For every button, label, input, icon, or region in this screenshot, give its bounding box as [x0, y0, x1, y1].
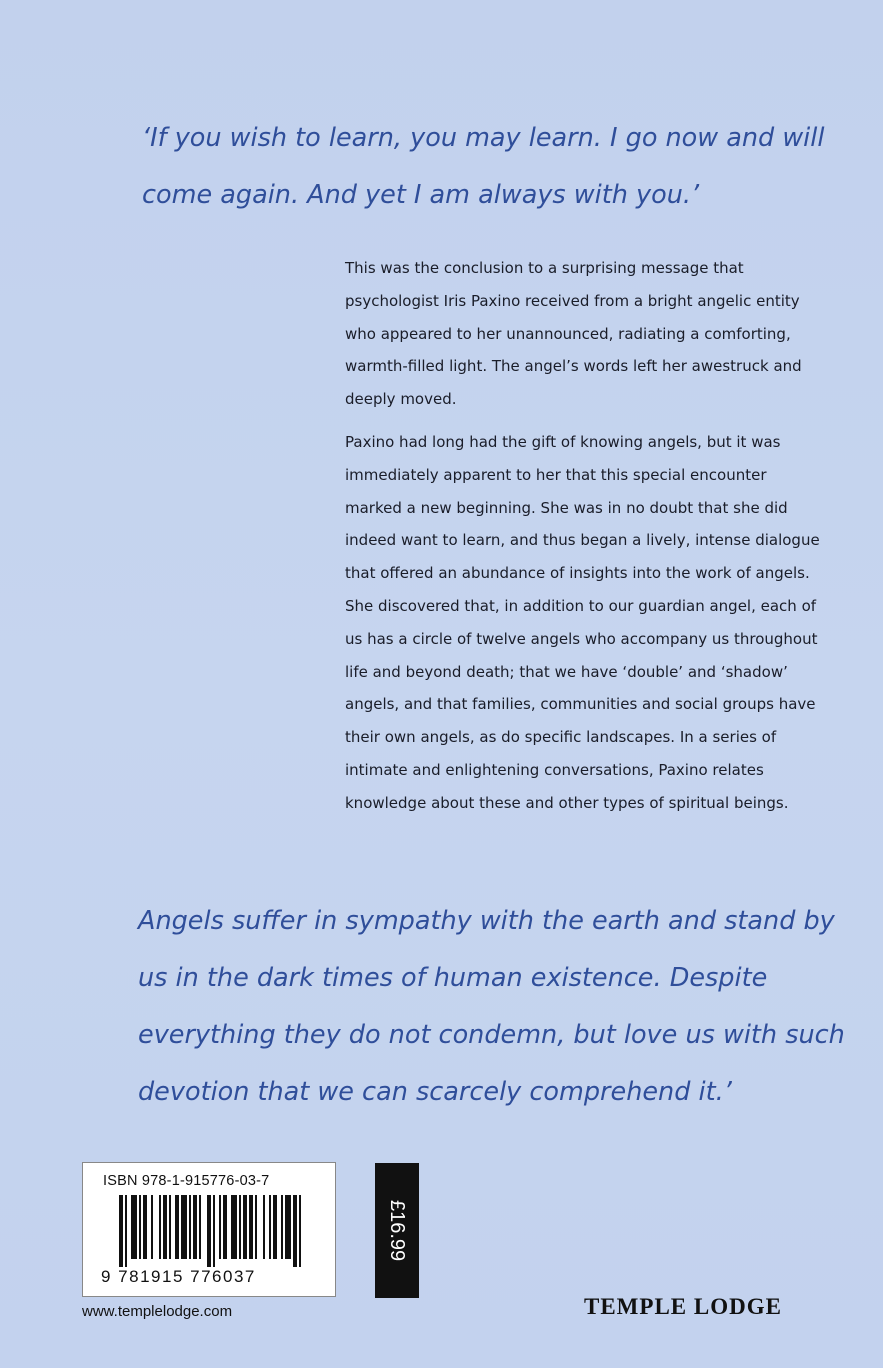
- blurb-paragraph-1: This was the conclusion to a surprising message that psychologist Iris Paxino received from a bright angelic entity who appeared to her unannounced, radiating a comforting, warmth-filled light. The angel’s words left her awestruck and deeply moved.: [345, 259, 802, 409]
- barcode-bar: [255, 1195, 257, 1259]
- isbn-digits: 9 781915 776037: [101, 1267, 256, 1286]
- isbn-label: ISBN 978-1-915776-03-7: [103, 1173, 270, 1189]
- barcode-bar: [263, 1195, 265, 1259]
- barcode-bar: [219, 1195, 221, 1259]
- top-quote: ‘If you wish to learn, you may learn. I go now and will come again. And yet I am always with you.’: [142, 123, 825, 210]
- barcode-icon: [119, 1195, 351, 1267]
- barcode-bar: [119, 1195, 123, 1267]
- barcode-bar: [223, 1195, 227, 1259]
- barcode-bar: [285, 1195, 291, 1259]
- price-label: £16.99: [386, 1199, 408, 1262]
- barcode-bar: [175, 1195, 179, 1259]
- barcode-bar: [163, 1195, 167, 1259]
- barcode-panel: [82, 1162, 408, 1297]
- barcode-bar: [143, 1195, 147, 1259]
- barcode-bar: [281, 1195, 283, 1259]
- barcode-bar: [207, 1195, 211, 1267]
- barcode-bar: [189, 1195, 191, 1259]
- barcode-bar: [131, 1195, 137, 1259]
- bottom-quote: Angels suffer in sympathy with the earth and stand by us in the dark times of human existence. Despite everything they do not condemn, but love us with such devotion that we can scarcely comprehend it.’: [138, 906, 845, 1107]
- blurb-paragraph-2: Paxino had long had the gift of knowing angels, but it was immediately apparent to her that this special encounter marked a new beginning. She was in no doubt that she did indeed want to learn, and thus began a lively, intense dialogue that offered an abundance of insights into the work of angels. She discovered that, in addition to our guardian angel, each of us has a circle of twelve angels who accompany us throughout life and beyond death; that we have ‘double’ and ‘shadow’ angels, and that families, communities and social groups have their own angels, as do specific landscapes. In a series of intimate and enlightening conversations, Paxino relates knowledge about these and other types of spiritual beings.: [345, 432, 820, 812]
- barcode-bar: [199, 1195, 201, 1259]
- publisher-website: www.templelodge.com: [82, 1303, 233, 1320]
- barcode-bar: [213, 1195, 215, 1267]
- barcode-bar: [193, 1195, 197, 1259]
- barcode-bar: [243, 1195, 247, 1259]
- barcode-bar: [299, 1195, 301, 1267]
- barcode-bar: [159, 1195, 161, 1259]
- publisher-name: TEMPLE LODGE: [584, 1294, 782, 1319]
- barcode-bar: [249, 1195, 253, 1259]
- barcode-bar: [139, 1195, 141, 1259]
- barcode-bar: [181, 1195, 187, 1259]
- barcode-bar: [239, 1195, 241, 1259]
- barcode-bar: [151, 1195, 153, 1259]
- barcode-bar: [273, 1195, 277, 1259]
- barcode-bar: [231, 1195, 237, 1259]
- barcode-bar: [293, 1195, 297, 1267]
- blurb: [345, 252, 825, 830]
- barcode-bar: [269, 1195, 271, 1259]
- barcode-bar: [125, 1195, 127, 1267]
- barcode-bar: [169, 1195, 171, 1259]
